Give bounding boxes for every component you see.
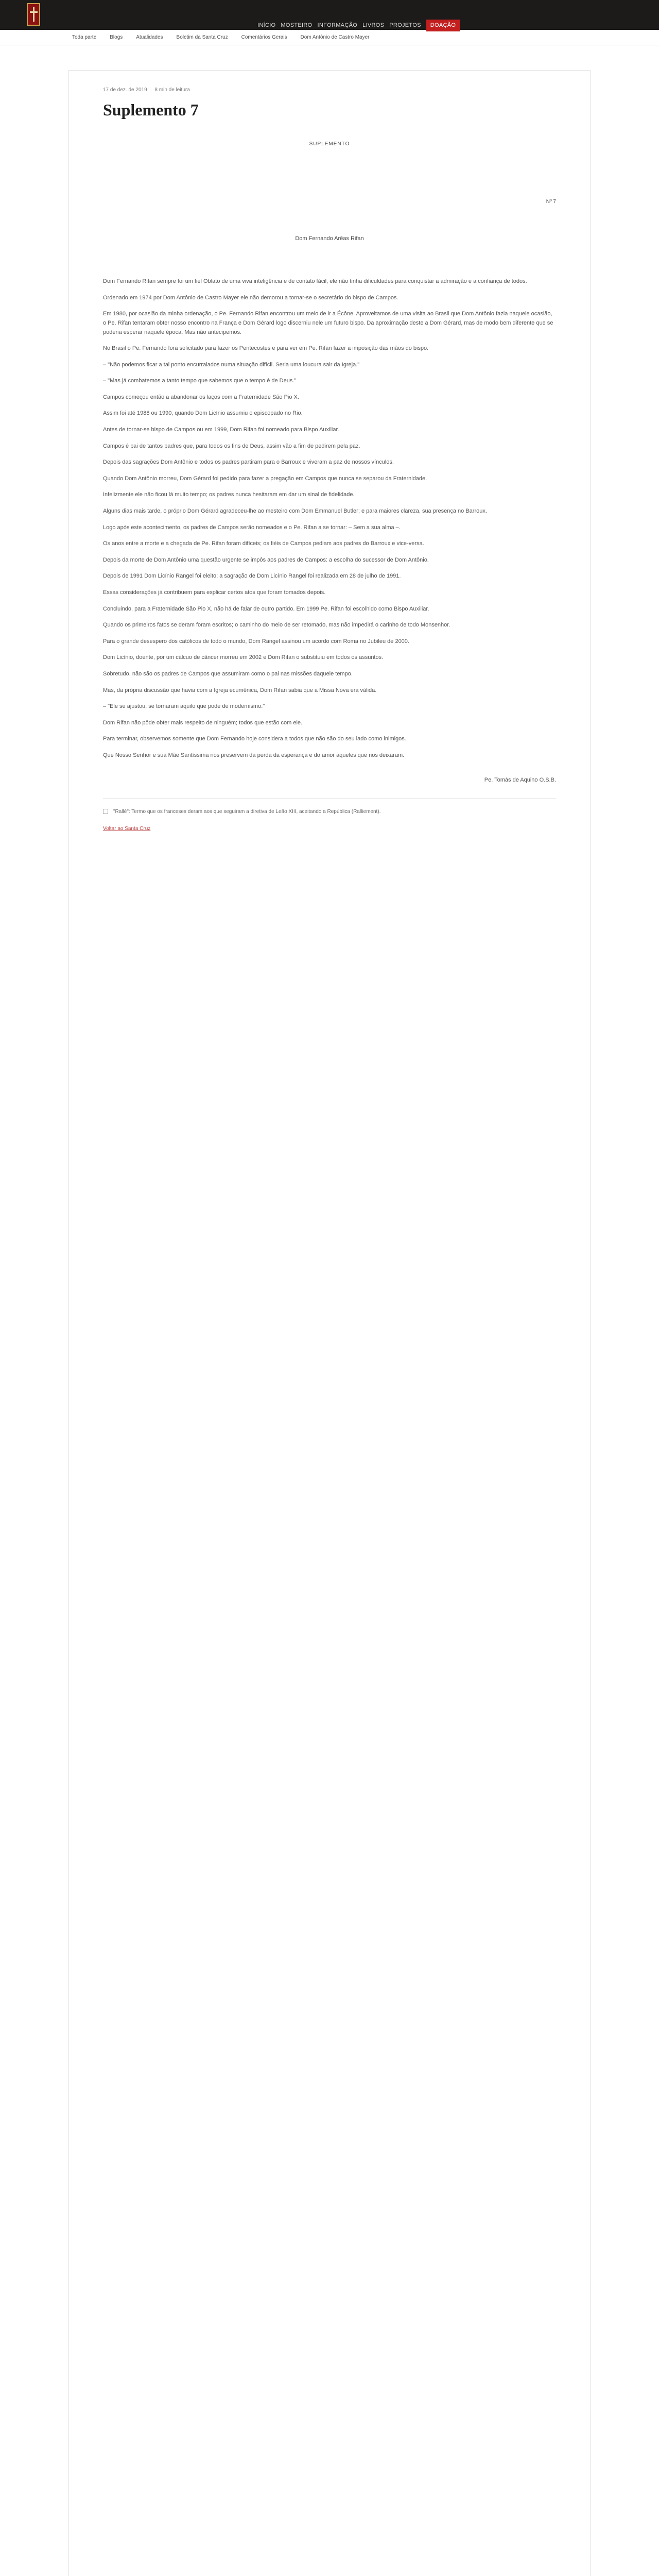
footnote-text: "Rallé": Termo que os franceses deram aos que seguiram a diretiva de Leão XIII, aceitando a República (Ralliement). xyxy=(113,808,381,815)
article-paragraph: Depois das sagrações Dom Antônio e todos os padres partiram para o Barroux e viveram a paz de nossos vínculos. xyxy=(103,459,394,466)
article-paragraph: Assim foi até 1988 ou 1990, quando Dom Licínio assumiu o episcopado no Rio. xyxy=(103,410,303,417)
article-paragraph: Dom Licínio, doente, por um cálcuo de câncer morreu em 2002 e Dom Rifan o substituiu em todos os assuntos. xyxy=(103,654,384,661)
article-paragraph: Para terminar, observemos somente que Dom Fernando hoje considera a todos que não são do seu lado como inimigos. xyxy=(103,736,406,742)
footnote xyxy=(103,808,556,816)
article-signature: Pe. Tomás de Aquino O.S.B. xyxy=(484,776,556,783)
article-paragraph: – "Não podemos ficar a tal ponto encurralados numa situação difícil. Seria uma loucura sair da Igreja." xyxy=(103,361,360,368)
article-body xyxy=(103,277,556,760)
back-link[interactable]: Voltar ao Santa Cruz xyxy=(103,826,151,832)
article-paragraph: Concluindo, para a Fraternidade São Pio X, não há de falar de outro partido. Em 1999 Pe. Rifan foi escolhido como Bispo Auxiliar. xyxy=(103,605,429,612)
article-paragraph: Essas considerações já contribuem para explicar certos atos que foram tomados depois. xyxy=(103,589,326,596)
article-paragraph: Para o grande desespero dos católicos de todo o mundo, Dom Rangel assinou um acordo com Roma no Jubileu de 2000. xyxy=(103,638,409,645)
nav-item-informacao[interactable]: INFORMAÇÃO xyxy=(317,22,358,28)
article-paragraph: Os anos entre a morte e a chegada de Pe. Rifan foram difíceis; os fiéis de Campos pediam aos padres do Barroux e vice-versa. xyxy=(103,540,424,547)
article-paragraph: Quando Dom Antônio morreu, Dom Gérard foi pedido para fazer a pregação em Campos que nunca se separou da Fraternidade. xyxy=(103,475,427,482)
article-card xyxy=(68,70,591,2576)
article-paragraph: Campos é pai de tantos padres que, para todos os fins de Deus, assim vão a fim de pedirem pela paz. xyxy=(103,443,360,449)
nav-item-projetos[interactable]: PROJETOS xyxy=(389,22,421,28)
category-boletim[interactable]: Boletim da Santa Cruz xyxy=(176,34,228,40)
article-meta xyxy=(103,86,556,94)
footnote-marker xyxy=(103,809,108,814)
category-comentarios[interactable]: Comentários Gerais xyxy=(241,34,287,40)
category-atualidades[interactable]: Atualidades xyxy=(136,34,163,40)
category-blogs[interactable]: Blogs xyxy=(110,34,123,40)
article-paragraph: Antes de tornar-se bispo de Campos ou em 1999, Dom Rifan foi nomeado para Bispo Auxiliar. xyxy=(103,427,339,433)
article-paragraph: Ordenado em 1974 por Dom Antônio de Castro Mayer ele não demorou a tornar-se o secretário do bispo de Campos. xyxy=(103,294,398,301)
category-dom-antonio[interactable]: Dom Antônio de Castro Mayer xyxy=(300,34,370,40)
article-paragraph: Sobretudo, não são os padres de Campos que assumiram como o pai nas missões daquele tempo. xyxy=(103,670,353,677)
article-paragraph: Infelizmente ele não ficou lá muito tempo; os padres nunca hesitaram em dar um sinal de fidelidade. xyxy=(103,492,355,498)
article-paragraph: Depois da morte de Dom Antônio uma questão urgente se impôs aos padres de Campos: a escolha do sucessor de Dom Antônio. xyxy=(103,556,429,563)
article-readtime: 8 min de leitura xyxy=(154,87,190,93)
article-paragraph: – "Mas já combatemos a tanto tempo que sabemos que o tempo é de Deus." xyxy=(103,378,297,384)
nav-item-mosteiro[interactable]: MOSTEIRO xyxy=(281,22,313,28)
blog-category-nav xyxy=(0,30,659,45)
article-date: 17 de dez. de 2019 xyxy=(103,87,147,93)
divider xyxy=(103,798,556,799)
article-title: Suplemento 7 xyxy=(103,100,199,119)
article-paragraph: Quando os primeiros fatos se deram foram escritos; o caminho do meio de ser retomado, mas não impedirá o carinho de todo Monsenhor. xyxy=(103,622,450,629)
article-paragraph: Em 1980, por ocasião da minha ordenação, o Pe. Fernando Rifan encontrou um meio de ir a Écône. Aproveitamos de uma visita ao Brasil que Dom Antônio fazia naquele ocasião, o Pe. Rifan tentaram obter nosso encontro na França e Dom Gérard logo discerniu nele um futuro bispo. Da aproximação deste a Dom Gérard, mas de modo bem diferente que se poderia esperar naquele época. Mas não antecipemos. xyxy=(103,311,553,335)
supplement-label: SUPLEMENTO xyxy=(309,141,350,147)
top-bar xyxy=(0,0,659,30)
monastery-logo[interactable] xyxy=(27,3,40,26)
article-paragraph: Logo após este acontecimento, os padres de Campos serão nomeados e o Pe. Rifan a se tornar: – Sem a sua alma –. xyxy=(103,524,401,531)
article-paragraph: No Brasil o Pe. Fernando fora solicitado para fazer os Pentecostes e para ver em Pe. Rifan fazer a imposição das mãos do bispo. xyxy=(103,345,429,352)
article-paragraph: Dom Rifan não pôde obter mais respeito de ninguém; todos que estão com ele. xyxy=(103,719,303,726)
main-nav xyxy=(257,20,460,31)
article-paragraph: Depois de 1991 Dom Licínio Rangel foi eleito; a sagração de Dom Licínio Rangel foi realizada em 28 de julho de 1991. xyxy=(103,573,401,580)
article-paragraph: Campos começou então a abandonar os laços com a Fraternidade São Pio X. xyxy=(103,394,299,400)
nav-item-inicio[interactable]: INÍCIO xyxy=(257,22,276,28)
category-all[interactable]: Toda parte xyxy=(72,34,97,40)
article-paragraph: – "Ele se ajustou, se tornaram aquilo que pode de modernismo." xyxy=(103,703,265,710)
article-paragraph: Alguns dias mais tarde, o próprio Dom Gérard agradeceu-lhe ao mesteiro com Dom Emmanuel Butler; e para maiores clareza, sua presença no Barroux. xyxy=(103,508,487,515)
article-paragraph: Dom Fernando Rifan sempre foi um fiel Oblato de uma viva inteligência e de contato fácil, ele não tinha dificuldades para conquistar a admiração e a confiança de todos. xyxy=(103,278,527,285)
nav-item-livros[interactable]: LIVROS xyxy=(362,22,385,28)
article-paragraph: Que Nosso Senhor e sua Mãe Santíssima nos preservem da perda da esperança e do amor àqueles que nos deixaram. xyxy=(103,752,405,758)
article-subject: Dom Fernando Arêas Rifan xyxy=(295,235,364,242)
donate-button[interactable]: DOAÇÃO xyxy=(426,20,460,31)
article-paragraph: Mas, da própria discussão que havia com a Igreja ecumênica, Dom Rifan sabia que a Missa Nova era válida. xyxy=(103,687,377,693)
issue-number: Nº 7 xyxy=(546,198,556,205)
